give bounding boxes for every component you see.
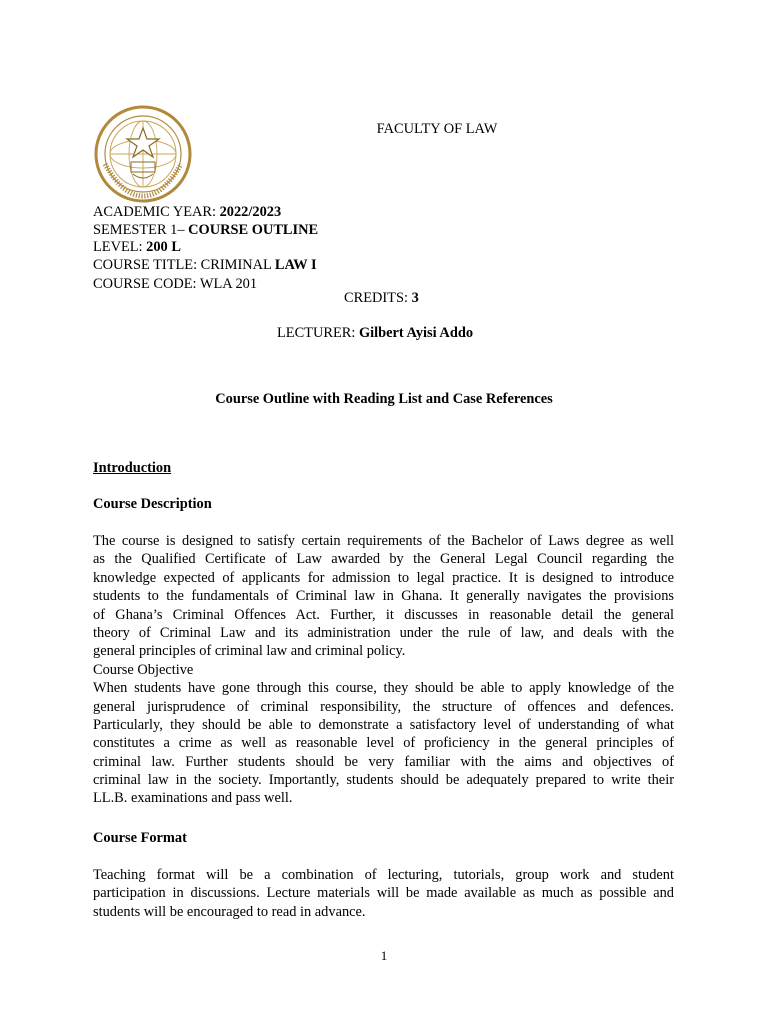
course-title-line (93, 256, 318, 274)
paragraph-line: LL.B. examinations and pass well. (93, 790, 293, 807)
lecturer-line (277, 324, 473, 342)
paragraph-line: constitutes a crime as well as reasonable level of proficiency in the general principles of (93, 735, 674, 752)
course-title-value: LAW I (274, 256, 317, 273)
credits-value: 3 (411, 290, 419, 306)
semester-line (93, 221, 318, 239)
credits-line (344, 289, 419, 307)
level-label: LEVEL: (93, 239, 147, 256)
paragraph-line: When students have gone through this course, they should be able to apply knowledge of the (93, 680, 674, 697)
lecturer-label: LECTURER: (277, 325, 359, 341)
paragraph-line: Particularly, they should be able to demonstrate a satisfactory level of understanding of what (93, 716, 674, 733)
university-seal-icon (93, 104, 193, 204)
academic-year-value: 2022/2023 (219, 204, 282, 220)
paragraph-line: theory of Criminal Law and its administration under the rule of law, and deals with the (93, 624, 674, 641)
lecturer-value: Gilbert Ayisi Addo (358, 325, 474, 341)
course-description-heading: Course Description (93, 496, 212, 512)
paragraph-line: Teaching format will be a combination of lecturing, tutorials, group work and student (93, 867, 674, 883)
paragraph-line: participation in discussions. Lecture materials will be made available as much as possible and (93, 885, 674, 902)
paragraph-line: criminal law. Further students should be very familiar with the aims and objectives of (93, 753, 674, 770)
credits-label: CREDITS: (344, 290, 412, 306)
outline-title: Course Outline with Reading List and Case References (215, 391, 553, 407)
semester-label: SEMESTER 1– (93, 221, 189, 238)
introduction-heading: Introduction (93, 460, 172, 476)
paragraph-line: criminal law in the society. Importantly, students should be adequately prepared to write their (93, 772, 674, 789)
course-code-line (93, 275, 318, 293)
paragraph-line: general principles of criminal law and criminal policy. (93, 643, 406, 660)
course-code-label: COURSE CODE: WLA 201 (93, 275, 258, 292)
course-meta (93, 203, 318, 292)
page-number: 1 (380, 948, 388, 963)
paragraph-line: of Ghana’s Criminal Offences Act. Further, it discusses in reasonable detail the general (93, 606, 674, 623)
paragraph-line: students will be encouraged to read in advance. (93, 903, 366, 920)
paragraph-line: knowledge expected of applicants for admission to legal practice. It is designed to introduce (93, 569, 674, 586)
paragraph-line: The course is designed to satisfy certain requirements of the Bachelor of Laws degree as well (93, 533, 674, 549)
paragraph-line: students to the fundamentals of Criminal law in Ghana. It generally navigates the provisions (93, 588, 674, 605)
course-format-heading: Course Format (93, 830, 187, 846)
course-format-paragraph (93, 866, 674, 921)
academic-year-line (93, 203, 318, 221)
level-line (93, 238, 318, 256)
semester-value: COURSE OUTLINE (188, 221, 319, 238)
course-title-label: COURSE TITLE: CRIMINAL (93, 256, 275, 273)
level-value: 200 L (146, 239, 181, 256)
course-description-paragraph (93, 532, 674, 808)
paragraph-line: as the Qualified Certificate of Law awarded by the General Legal Council regarding the (93, 551, 674, 568)
paragraph-line: general jurisprudence of criminal responsibility, the structure of offences and defences. (93, 698, 674, 715)
academic-year-label: ACADEMIC YEAR: (93, 204, 220, 220)
course-objective-heading: Course Objective (93, 661, 194, 678)
faculty-title: FACULTY OF LAW (376, 121, 498, 137)
